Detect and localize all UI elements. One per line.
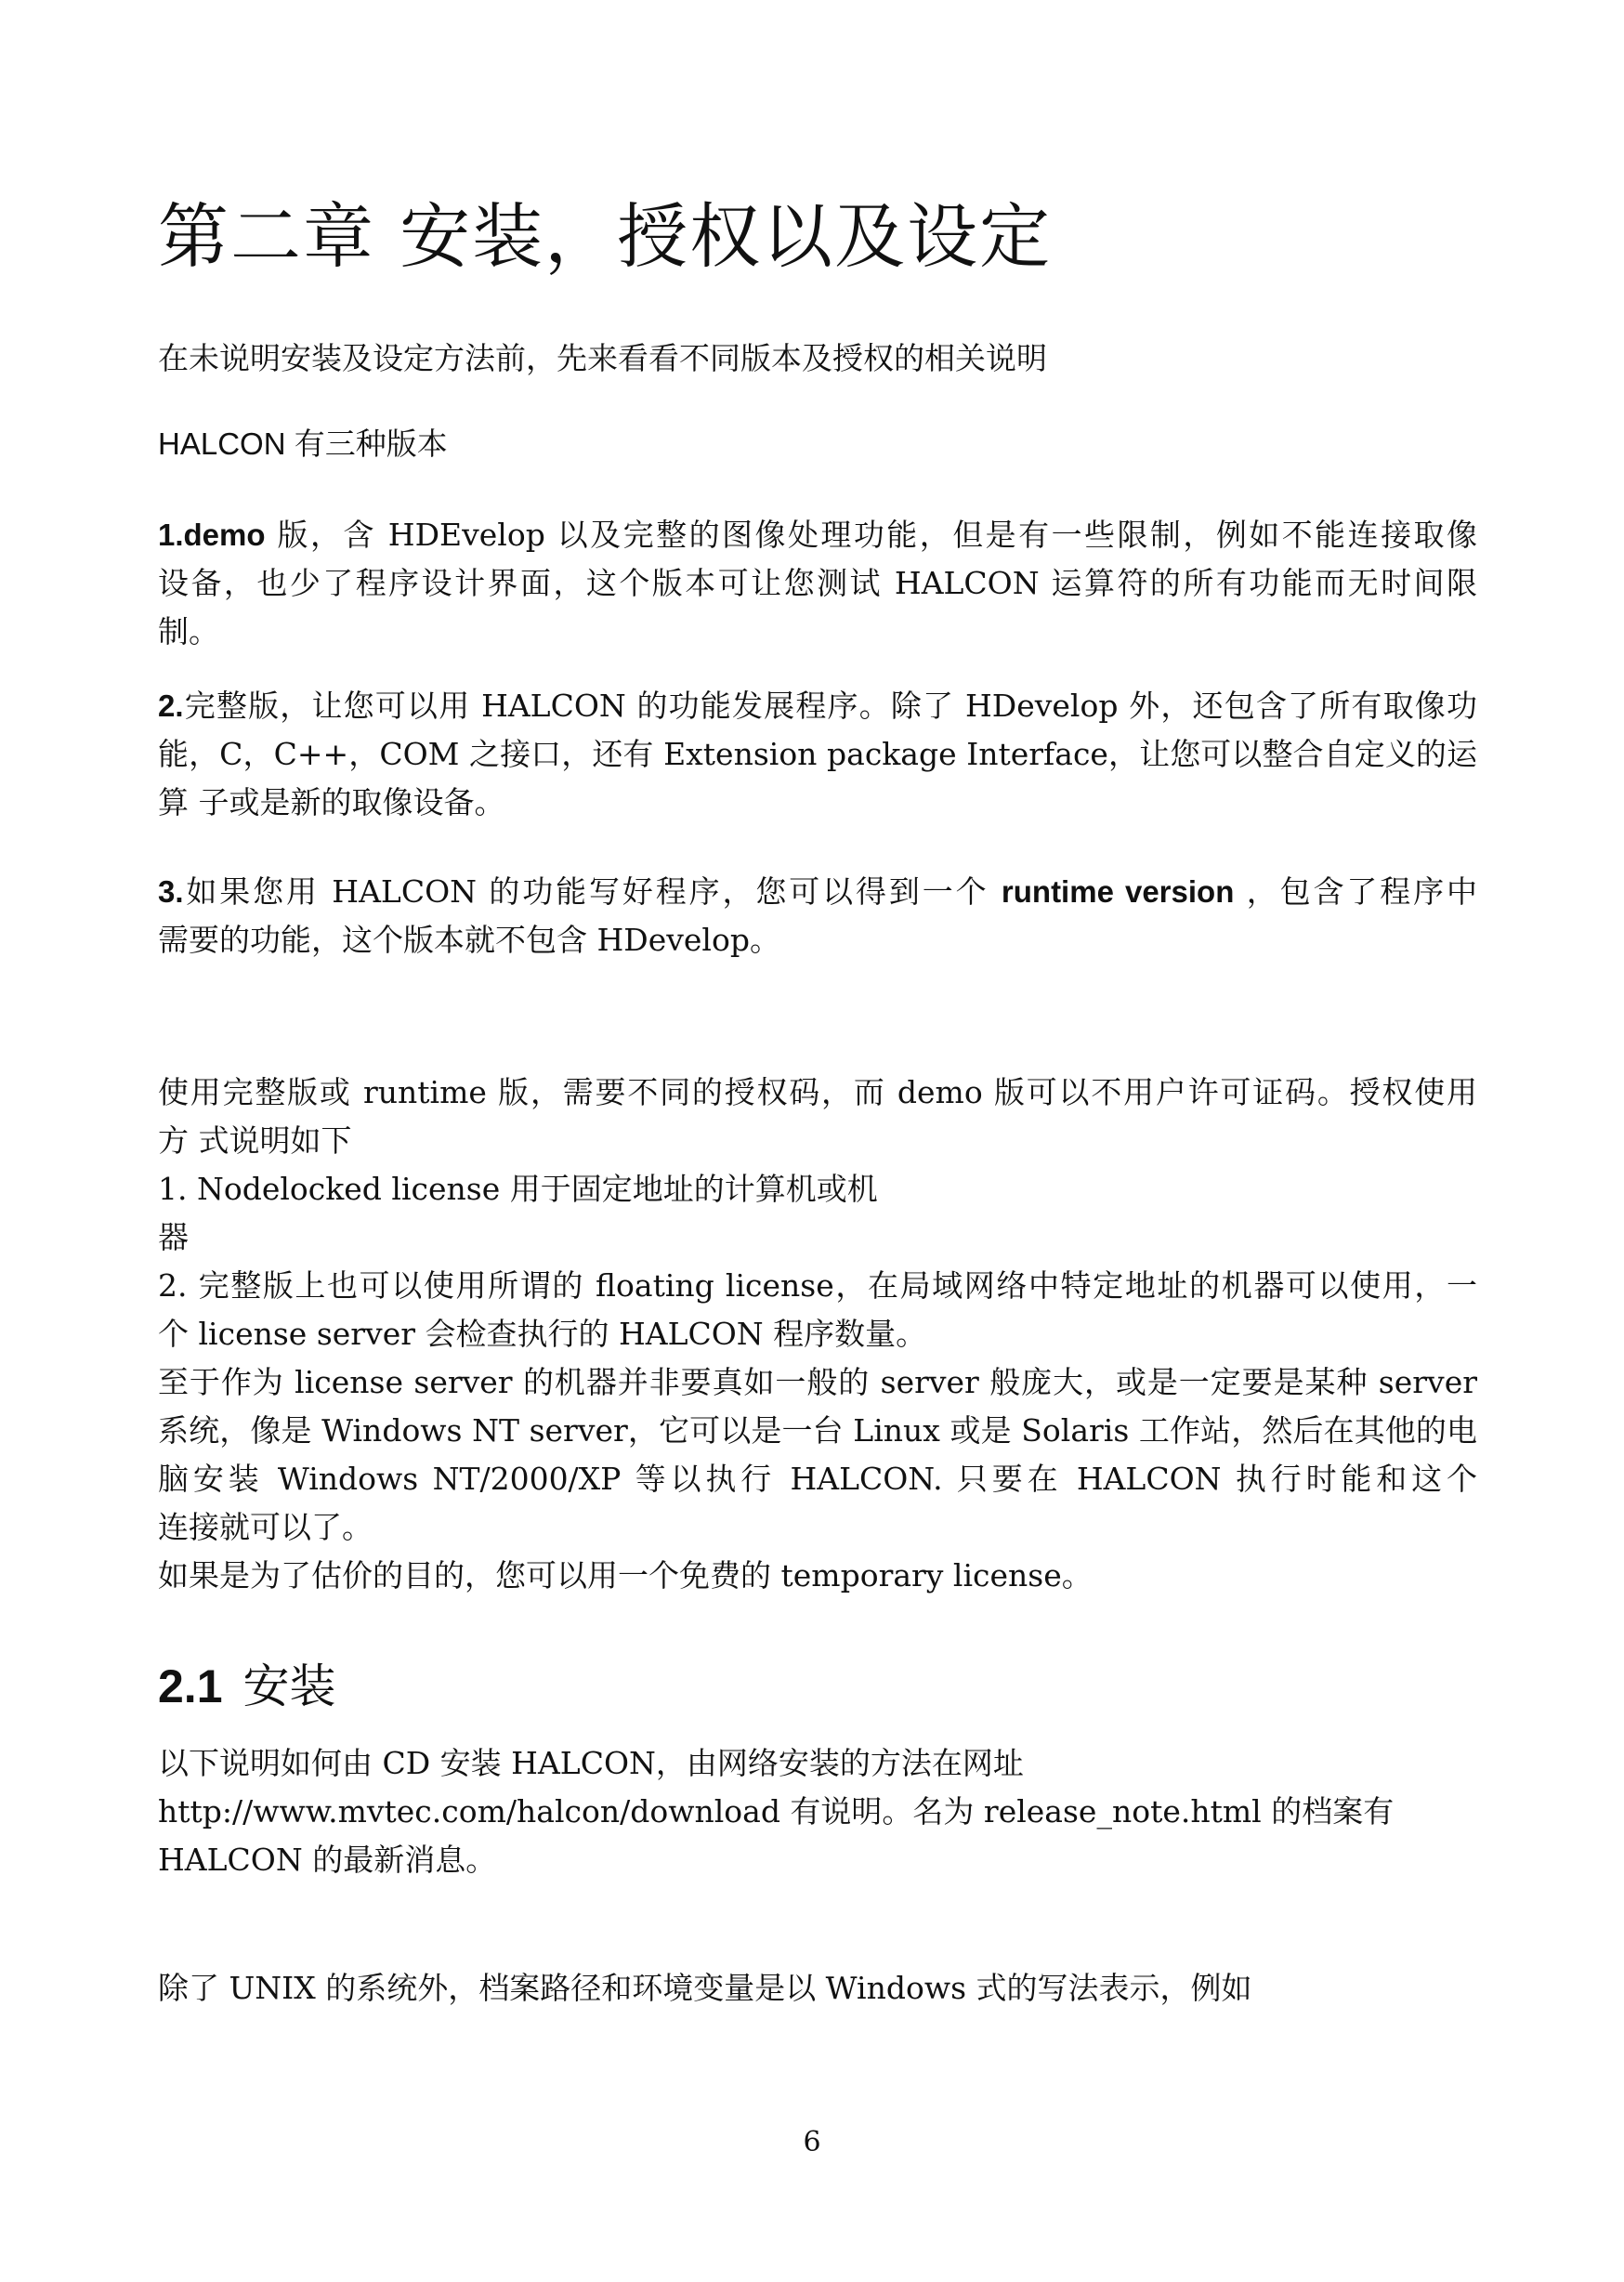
version1-line-2: 设备，也少了程序设计界面，这个版本可让您测试 HALCON 运算符的所有功能而无时间限 [158,565,1477,601]
version3-line-2: 需要的功能，这个版本就不包含 HDevelop。 [158,922,780,958]
install-paragraph [158,1739,1477,1884]
section-heading [158,1654,336,1719]
license-line-1: 使用完整版或 runtime 版，需要不同的授权码，而 demo 版可以不用户许可证码。授权使用 [158,1074,1477,1110]
unix-note-text: 除了 UNIX 的系统外，档案路径和环境变量是以 Windows 式的写法表示，例如 [158,1970,1252,2006]
version2-line-1 [158,682,1477,730]
version3-label: 3. [158,874,184,909]
version3-paragraph [158,868,1477,964]
version2-line-1-text: 完整版，让您可以用 HALCON 的功能发展程序。除了 HDevelop 外，还包含了所有取像功 [183,688,1477,724]
license-line-6: 个 license server 会检查执行的 HALCON 程序数量。 [158,1316,927,1352]
version2-label: 2. [158,689,184,723]
section-title-text: 安装 [242,1659,336,1713]
license-line-4: 器 [158,1219,189,1255]
chapter-title: 第二章 安装，授权以及设定 [158,195,1053,278]
intro-text: 在未说明安装及设定方法前，先来看看不同版本及授权的相关说明 [158,340,1047,376]
version1-paragraph [158,511,1477,656]
version1-line-1-text: 版，含 HDEvelop 以及完整的图像处理功能，但是有一些限制，例如不能连接取像 [265,517,1477,553]
license-line-2: 方 式说明如下 [158,1122,352,1159]
license-line-5: 2. 完整版上也可以使用所谓的 floating license，在局域网络中特定地址的机器可以使用，一 [158,1267,1477,1304]
license-line-3: 1. Nodelocked license 用于固定地址的计算机或机 [158,1171,878,1207]
license-line-8: 系统，像是 Windows NT server，它可以是一台 Linux 或是 Solaris 工作站，然后在其他的电 [158,1412,1477,1449]
version1-line-1 [158,511,1477,559]
version3-line-1-after: ，包含了程序中 [1234,873,1477,910]
version2-line-2: 能，C，C++，COM 之接口，还有 Extension package Interface，让您可以整合自定义的运 [158,736,1477,772]
version3-line-1 [158,868,1477,916]
license-section [158,1069,1477,1600]
version1-line-3: 制。 [158,613,219,649]
license-line-7: 至于作为 license server 的机器并非要真如一般的 server 般庞大，或是一定要是某种 server [158,1364,1477,1400]
page-number: 6 [803,2126,821,2158]
version2-paragraph [158,682,1477,827]
intro-paragraph [158,334,1477,383]
runtime-version-term: runtime version [1001,874,1235,909]
section-number: 2.1 [158,1660,223,1712]
version3-line-1-before: 如果您用 HALCON 的功能写好程序，您可以得到一个 [183,873,1002,910]
version2-line-3: 算 子或是新的取像设备。 [158,784,505,820]
install-line-3: HALCON 的最新消息。 [158,1842,497,1878]
license-line-11: 如果是为了估价的目的，您可以用一个免费的 temporary license。 [158,1557,1093,1593]
install-line-1: 以下说明如何由 CD 安装 HALCON，由网络安装的方法在网址 [158,1745,1024,1781]
unix-note-paragraph [158,1964,1477,2013]
versions-heading-block [158,420,1477,468]
version1-label: 1.demo [158,518,266,552]
install-line-2: http://www.mvtec.com/halcon/download 有说明。名为 release_note.html 的档案有 [158,1793,1395,1830]
license-line-10: 连接就可以了。 [158,1509,373,1545]
versions-heading: HALCON 有三种版本 [158,426,448,461]
license-line-9: 脑安装 Windows NT/2000/XP 等以执行 HALCON. 只要在 HALCON 执行时能和这个 [158,1461,1477,1497]
